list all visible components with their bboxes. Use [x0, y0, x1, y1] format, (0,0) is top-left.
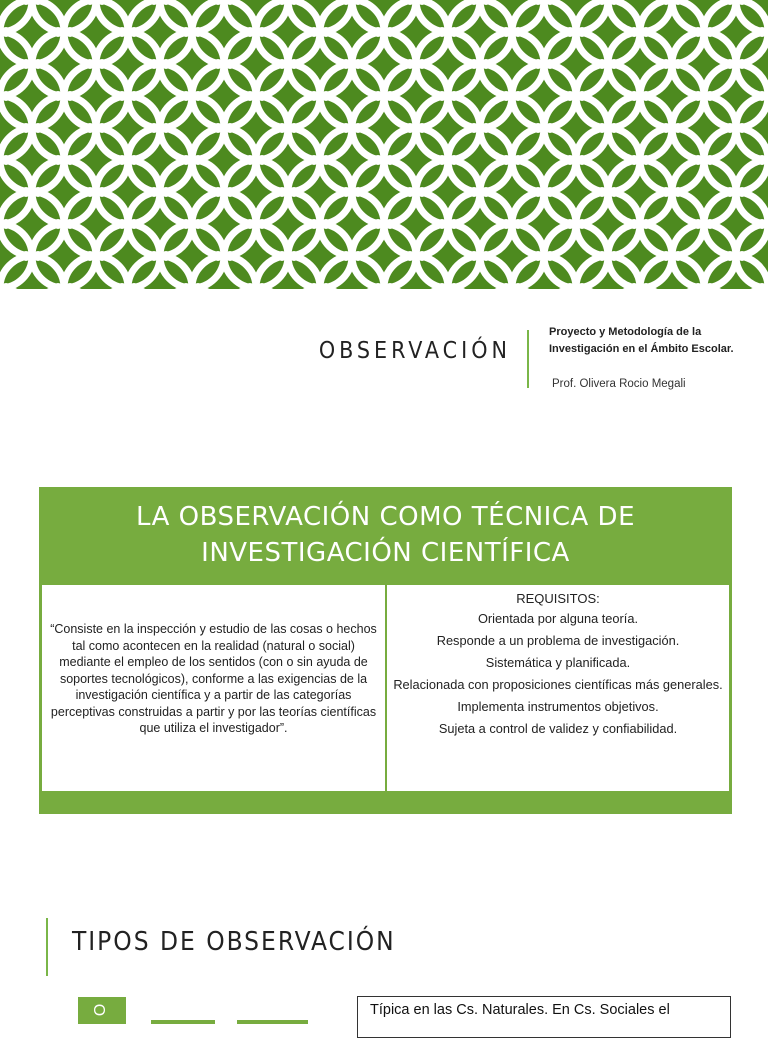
band-mark [215, 1018, 237, 1024]
requirement-item: Responde a un problema de investigación. [436, 633, 680, 648]
author-name: Prof. Olivera Rocio Megali [552, 378, 686, 390]
card-title: LA OBSERVACIÓN COMO TÉCNICA DE INVESTIGACIÓN CIENTÍFICA [135, 502, 636, 568]
description-text: Típica en las Cs. Naturales. En Cs. Sociales el [370, 1002, 670, 1018]
requirement-item: Relacionada con proposiciones científicas más generales. [393, 677, 723, 692]
requirement-item: Sistemática y planificada. [485, 655, 631, 670]
requirements-heading: REQUISITOS: [516, 591, 600, 606]
definition-cell [42, 585, 385, 791]
title-block [0, 326, 768, 390]
section-tab [78, 997, 126, 1024]
interlocking-circles-pattern [0, 0, 768, 289]
course-subtitle: Proyecto y Metodología de la Investigación en el Ámbito Escolar. [549, 326, 734, 355]
title-divider [527, 330, 529, 388]
requirement-item: Sujeta a control de validez y confiabilidad. [438, 721, 678, 736]
requirement-item: Orientada por alguna teoría. [477, 611, 639, 626]
requirements-list [393, 611, 723, 743]
definition-quote: “Consiste en la inspección y estudio de las cosas o hechos tal como acontecen en la realidad (natural o social) mediante el empleo de los sentidos (con o sin ayuda de soportes tecnológicos), conforme a las exigencias de la investigación científica y a partir de las categorías perceptivas construidas a partir y por las teorías científicas que utiliza el investigador”. [50, 622, 377, 735]
technique-card [39, 487, 732, 814]
tab-letter: O [90, 1003, 108, 1017]
page-title: OBSERVACIÓN [318, 338, 511, 364]
description-box [357, 996, 731, 1038]
section-title: TIPOS DE OBSERVACIÓN [72, 927, 396, 957]
requirements-cell [387, 585, 729, 791]
requirement-item: Implementa instrumentos objetivos. [457, 699, 659, 714]
section-divider [46, 918, 48, 976]
